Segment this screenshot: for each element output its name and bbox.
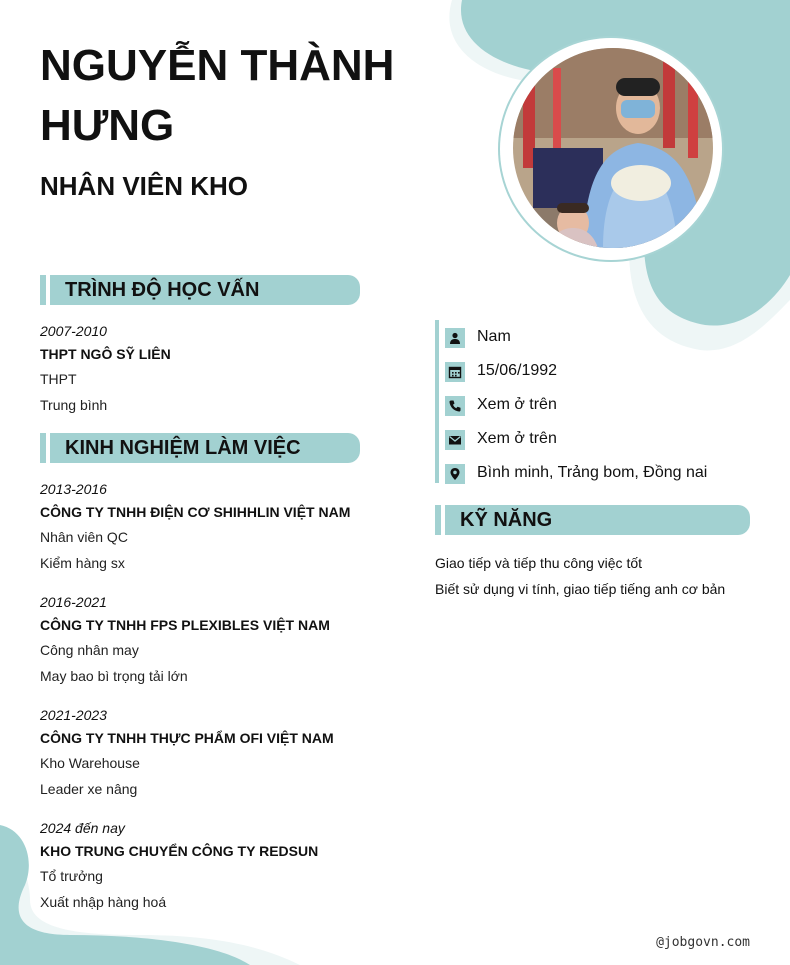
experience-heading: KINH NGHIỆM LÀM VIỆC (50, 433, 360, 463)
company-name: CÔNG TY TNHH ĐIỆN CƠ SHIHHLIN VIỆT NAM (40, 504, 351, 520)
company-name: CÔNG TY TNHH THỰC PHẨM OFI VIỆT NAM (40, 730, 334, 746)
experience-section-header (40, 433, 360, 463)
contact-email (445, 422, 755, 456)
job-title: NHÂN VIÊN KHO (40, 171, 249, 201)
experience-period: 2024 đến nay (40, 820, 125, 836)
experience-detail: Xuất nhập hàng hoá (40, 894, 167, 910)
section-bar (40, 433, 46, 463)
education-detail: THPT (40, 371, 77, 387)
watermark: @jobgovn.com (656, 935, 750, 950)
education-entry (40, 320, 171, 418)
skills-list (435, 550, 725, 602)
contact-text: Xem ở trên (477, 430, 557, 447)
mail-icon (445, 430, 465, 450)
profile-photo (513, 48, 713, 248)
section-bar (435, 505, 441, 535)
experience-detail: Nhân viên QC (40, 529, 128, 545)
experience-entry (40, 817, 318, 915)
contact-text: Xem ở trên (477, 396, 557, 413)
experience-entry (40, 478, 350, 576)
section-bar (40, 275, 46, 305)
company-name: CÔNG TY TNHH FPS PLEXIBLES VIỆT NAM (40, 617, 330, 633)
skill-item: Biết sử dụng vi tính, giao tiếp tiếng anh cơ bản (435, 581, 726, 597)
experience-detail: Công nhân may (40, 642, 139, 658)
skills-heading: KỸ NĂNG (445, 505, 750, 535)
contact-text: Bình minh, Trảng bom, Đồng nai (477, 464, 708, 481)
contact-text: Nam (477, 328, 511, 345)
skills-section-header (435, 505, 750, 535)
name-line-2: HƯNG (40, 101, 175, 150)
experience-detail: May bao bì trọng tải lớn (40, 668, 188, 684)
company-name: KHO TRUNG CHUYỂN CÔNG TY REDSUN (40, 843, 319, 859)
experience-entry (40, 704, 334, 802)
contact-address (445, 456, 755, 490)
education-heading: TRÌNH ĐỘ HỌC VẤN (50, 275, 360, 305)
contact-phone (445, 388, 755, 422)
location-pin-icon (445, 464, 465, 484)
experience-detail: Leader xe nâng (40, 781, 138, 797)
contact-birthday (445, 354, 755, 388)
contact-gender (445, 320, 755, 354)
education-detail: Trung bình (40, 397, 108, 413)
experience-period: 2021-2023 (40, 707, 107, 723)
person-icon (445, 328, 465, 348)
contact-info (435, 320, 755, 483)
calendar-icon (445, 362, 465, 382)
experience-entry (40, 591, 330, 689)
experience-detail: Kiểm hàng sx (40, 555, 125, 571)
education-section-header (40, 275, 360, 305)
school-name: THPT NGÔ SỸ LIÊN (40, 346, 171, 362)
experience-period: 2013-2016 (40, 481, 107, 497)
experience-detail: Tổ trưởng (40, 868, 103, 884)
experience-period: 2016-2021 (40, 594, 107, 610)
education-period: 2007-2010 (40, 323, 107, 339)
experience-detail: Kho Warehouse (40, 755, 140, 771)
contact-text: 15/06/1992 (477, 362, 558, 379)
name-line-1: NGUYỄN THÀNH (40, 41, 395, 90)
phone-icon (445, 396, 465, 416)
candidate-name (40, 36, 440, 156)
skill-item: Giao tiếp và tiếp thu công việc tốt (435, 555, 643, 571)
